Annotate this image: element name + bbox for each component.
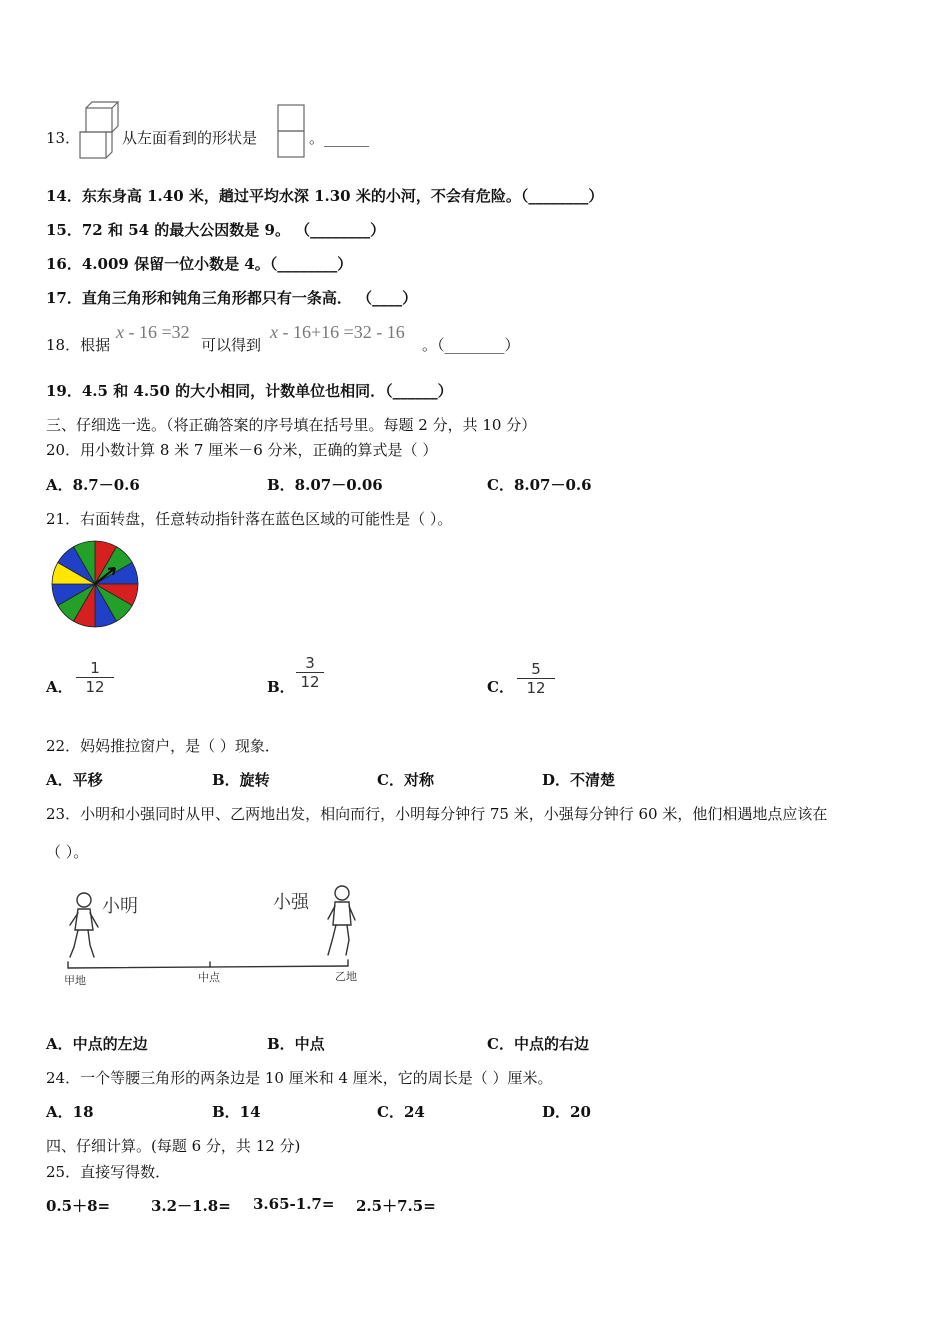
q21-b-denominator: 12 (300, 673, 320, 691)
q13-number: 13． (46, 129, 81, 147)
q22-option-d: D．不清楚 (542, 771, 616, 789)
q24-stem: 24．一个等腰三角形的两条边是 10 厘米和 4 厘米，它的周长是（ ）厘米。 (46, 1069, 553, 1087)
q22-option-a: A．平移 (46, 771, 103, 789)
q23-stem-blank: （ ）。 (46, 843, 89, 861)
calc-item-2: 3.2－1.8= (151, 1197, 231, 1215)
q18-blank: 。（________） (422, 336, 520, 354)
q21-option-c-label: C． (487, 678, 514, 696)
section-3-heading: 三、仔细选一选。（将正确答案的序号填在括号里。每题 2 分，共 10 分） (46, 416, 537, 434)
q21-stem: 21．右面转盘，任意转动指针落在蓝色区域的可能性是（ ）。 (46, 510, 453, 528)
q13-blank: 。______ (309, 129, 370, 147)
q22-option-c: C．对称 (377, 771, 434, 789)
diagram-label-start: 甲地 (64, 974, 86, 987)
q20-option-b: B．8.07－0.06 (267, 476, 383, 494)
q21-option-a-label: A． (46, 678, 73, 696)
q15: 15．72 和 54 的最大公因数是 9。 （________） (46, 221, 386, 239)
diagram-label-end: 乙地 (335, 970, 357, 983)
q21-a-numerator: 1 (90, 659, 100, 677)
q16: 16．4.009 保留一位小数是 4。（________） (46, 255, 353, 273)
q19: 19．4.5 和 4.50 的大小相同，计数单位也相同．（______） (46, 382, 453, 400)
q18-prefix: 18．根据 (46, 336, 111, 354)
diagram-label-left-walker: 小明 (102, 896, 138, 917)
q21-c-numerator: 5 (531, 660, 541, 678)
calc-item-4: 2.5＋7.5= (356, 1197, 436, 1215)
q23-option-a: A．中点的左边 (46, 1035, 148, 1053)
q22-option-b: B．旋转 (212, 771, 270, 789)
q18-middle: 可以得到 (201, 336, 262, 354)
q14: 14．东东身高 1.40 米，趟过平均水深 1.30 米的小河，不会有危险。（________） (46, 187, 604, 205)
q20-option-a: A．8.7－0.6 (46, 476, 140, 494)
q17: 17．直角三角形和钝角三角形都只有一条高． （____） (46, 289, 418, 307)
cube-stack-figure (78, 100, 120, 160)
q18-equation-1: x - 16 =32 (116, 322, 190, 342)
q21-option-c-fraction (517, 661, 555, 696)
q23-option-b: B．中点 (267, 1035, 325, 1053)
calc-item-3: 3.65-1.7= (253, 1195, 335, 1213)
q23-stem: 23．小明和小强同时从甲、乙两地出发，相向而行，小明每分钟行 75 米，小强每分钟行 60 米，他们相遇地点应该在 (46, 805, 828, 823)
q25-stem: 25．直接写得数． (46, 1163, 171, 1181)
q21-option-b-fraction (296, 655, 324, 690)
q21-option-b-label: B． (267, 678, 295, 696)
q20-option-c: C．8.07－0.6 (487, 476, 592, 494)
section-4-heading: 四、仔细计算。(每题 6 分，共 12 分) (46, 1137, 301, 1155)
q20-stem: 20．用小数计算 8 米 7 厘米－6 分米，正确的算式是（ ） (46, 441, 438, 459)
q24-option-a: A．18 (46, 1103, 94, 1121)
q21-option-a-fraction (76, 660, 114, 695)
diagram-label-right-walker: 小强 (273, 892, 309, 913)
q13-text: 从左面看到的形状是 (122, 129, 258, 147)
calc-item-1: 0.5＋8= (46, 1197, 111, 1215)
q21-b-numerator: 3 (305, 654, 315, 672)
q23-option-c: C．中点的右边 (487, 1035, 589, 1053)
q24-option-d: D．20 (542, 1103, 591, 1121)
spinner-wheel (48, 539, 142, 629)
q21-c-denominator: 12 (526, 679, 546, 697)
q21-a-denominator: 12 (85, 678, 105, 696)
q22-stem: 22．妈妈推拉窗户，是（ ）现象． (46, 737, 280, 755)
diagram-label-midpoint: 中点 (198, 971, 220, 984)
q18-equation-2: x - 16+16 =32 - 16 (270, 322, 405, 342)
q24-option-c: C．24 (377, 1103, 425, 1121)
q24-option-b: B．14 (212, 1103, 261, 1121)
answer-shape-figure (276, 103, 306, 159)
